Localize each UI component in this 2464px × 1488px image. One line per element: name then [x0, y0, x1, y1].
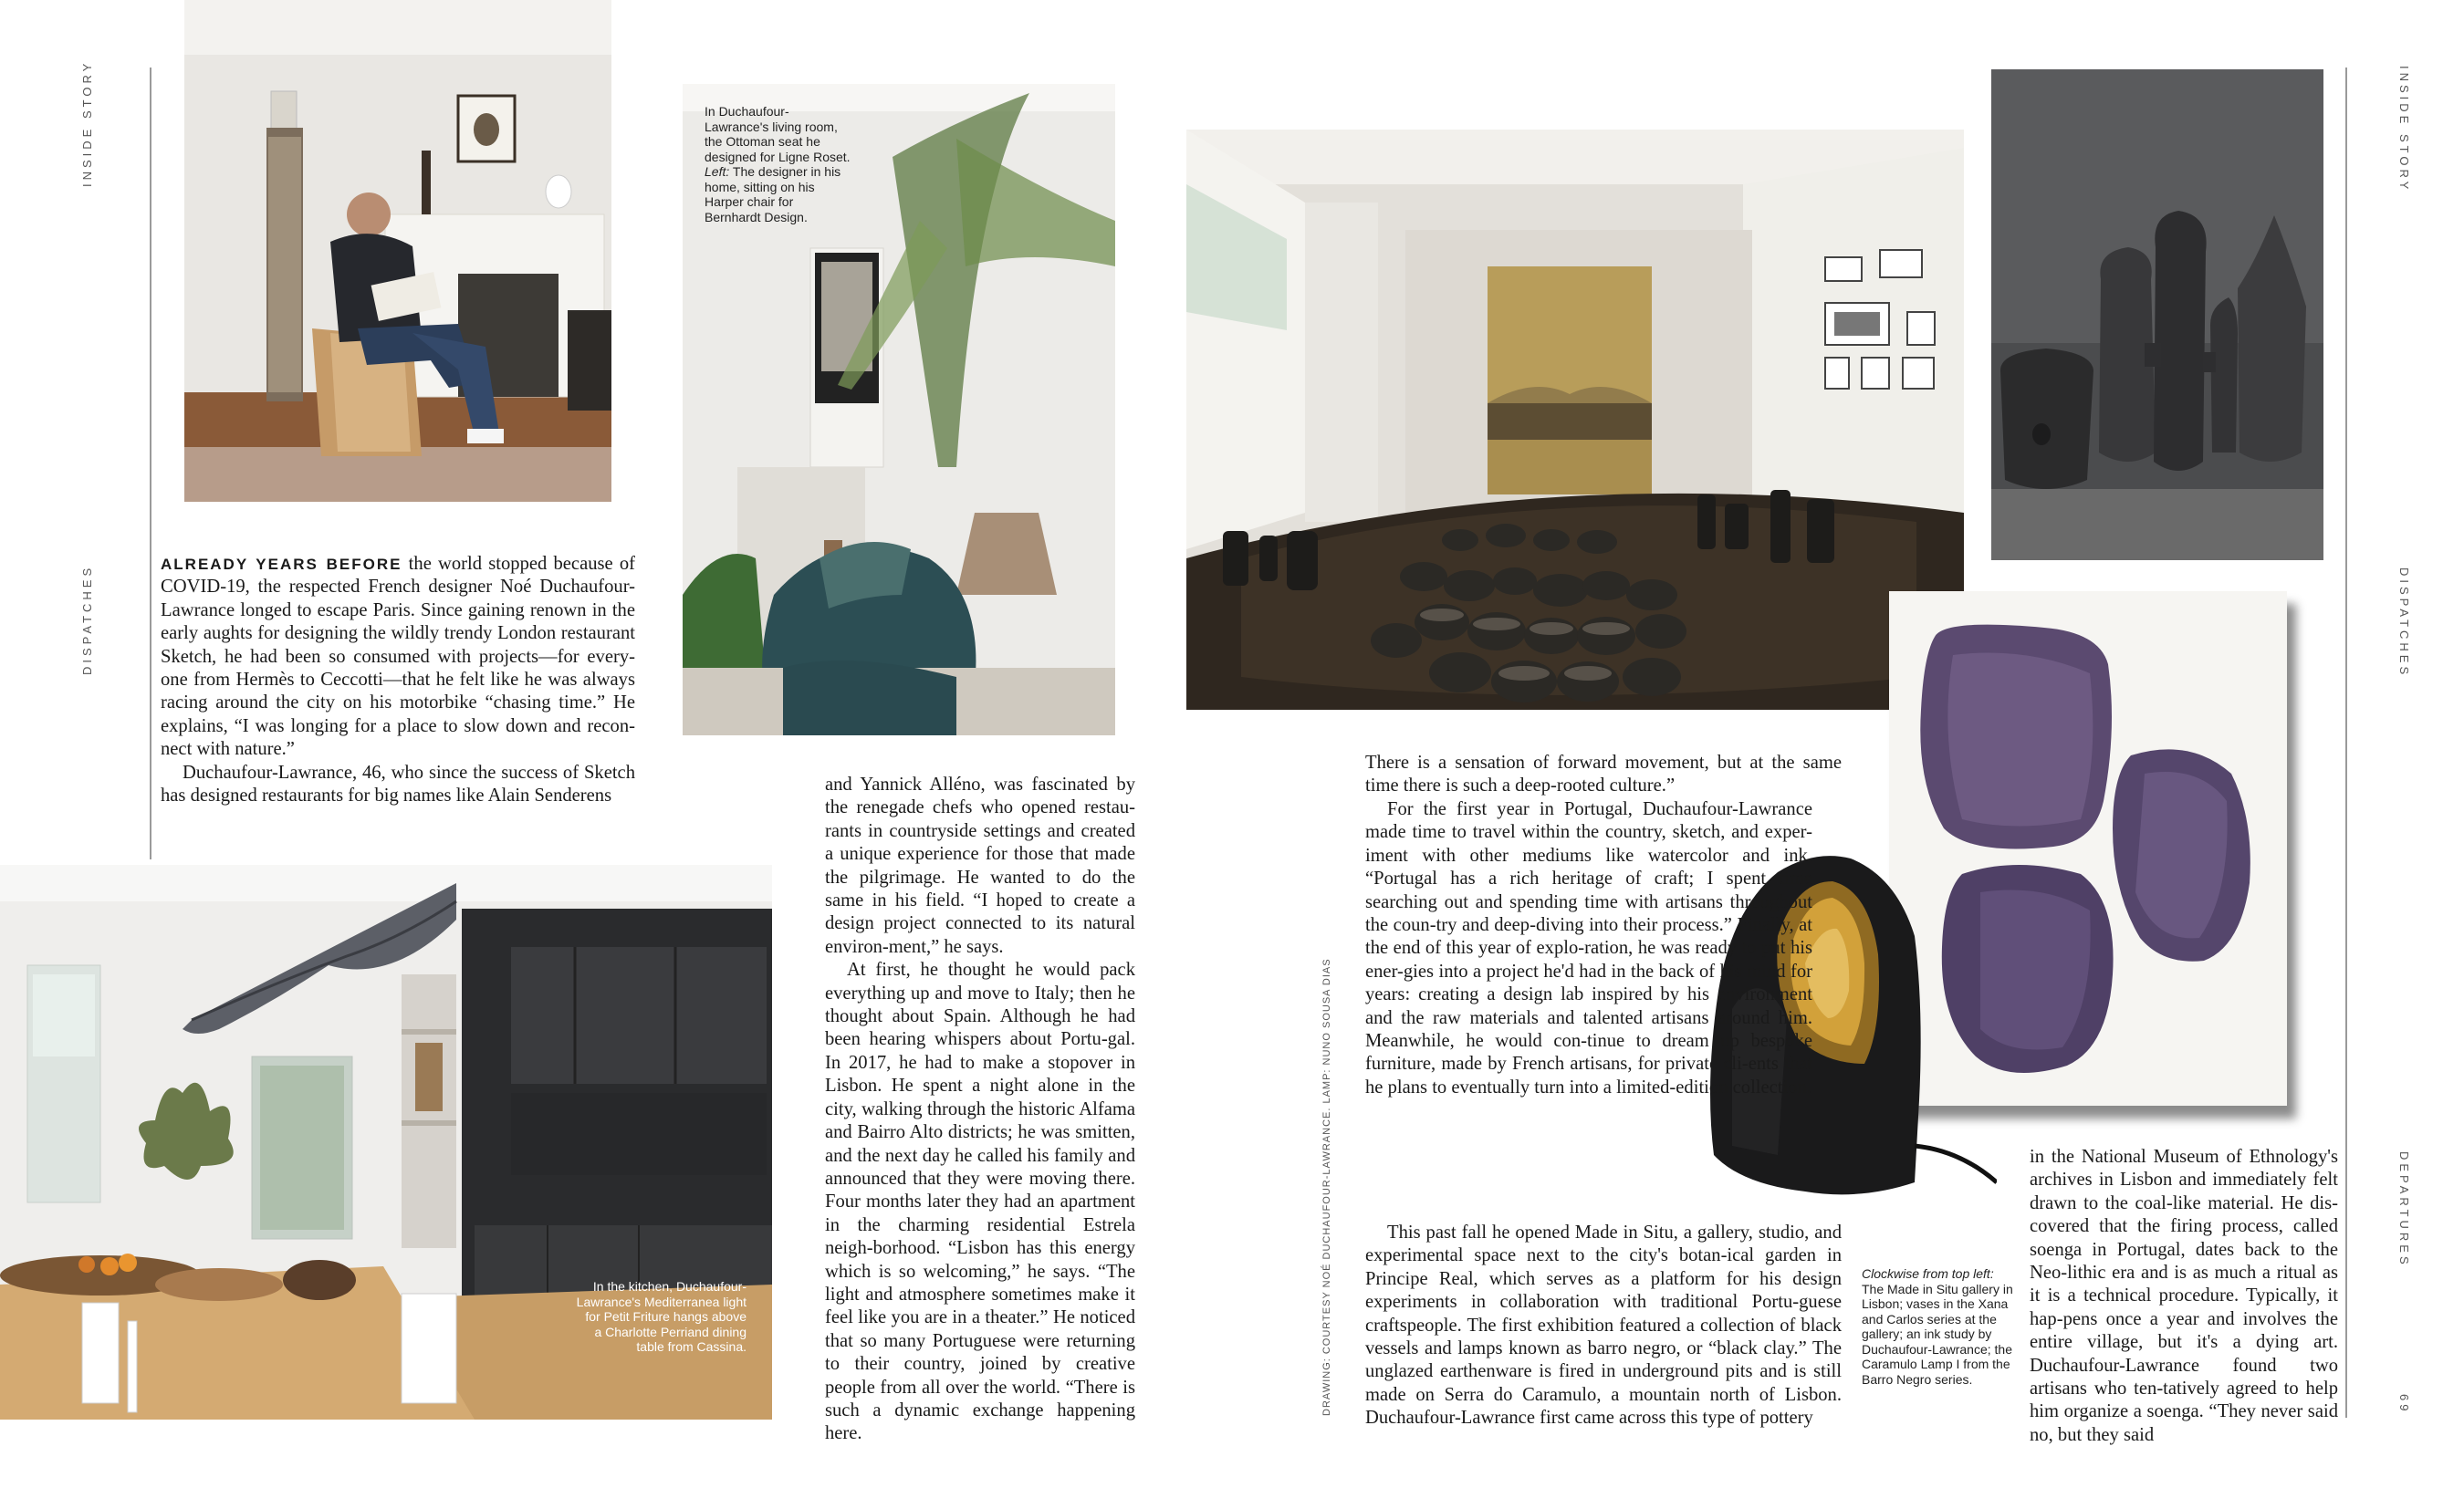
running-head-right: INSIDE STORY: [2397, 66, 2411, 193]
caption-clockwise-text: The Made in Situ gallery in Lisbon; vases in the Xana and Carlos series at the gallery; an ink study by Duchaufour-Lawrance; the Caramulo Lamp I from the Barro Negro series.: [1862, 1281, 2013, 1387]
running-head-right-sub2: DEPARTURES: [2397, 1151, 2411, 1268]
article-col1-para-2: Duchaufour-Lawrance, 46, who since the success of Sketch has designed restaurants for big names like Alain Senderens: [161, 762, 635, 806]
article-col1-para-1-text: the world stopped because of COVID-19, the respected French designer Noé Duchaufour-Lawrance longed to escape Paris. Since gaining renown in the early aughts for designing the wildly trendy London restaurant Sketch, he had been so consumed with projects—for every-one from Hermès to Ceccotti—that he felt like he was always racing around the city on his motorbike “chasing time.” He explains, “I was longing for a place to slow down and recon-nect with nature.”: [161, 554, 635, 760]
running-head-left: INSIDE STORY: [80, 59, 94, 187]
article-col4-para-1: in the National Museum of Ethnology's archives in Lisbon and immediately felt drawn to the coal-like material. He dis-covered that the firing process, called soenga in Portugal, dates back to the Neo-lithic era and is as much a ritual as it is a technical procedure. Typically, it hap-pens once a year and involves the entire village, but it's a dying art. Duchaufour-Lawrance found two artisans who ten-tatively agreed to help him organize a soenga. “They never said no, but they said: [2030, 1147, 2338, 1445]
photo-made-in-situ-gallery: [1186, 130, 1964, 710]
article-col1-para-1: [161, 553, 635, 762]
article-column-4: [2030, 1146, 2338, 1447]
article-column-3a: [1365, 752, 1842, 798]
left-margin-rule: [150, 68, 151, 859]
photo-credit: DRAWING: COURTESY NOÉ DUCHAUFOUR-LAWRANCE. LAMP: NUNO SOUSA DIAS: [1321, 958, 1332, 1416]
article-col2-para-2: At first, he thought he would pack everything up and move to Italy; then he thought about Spain. Although he had been hearing whispers about Portu-gal. In 2017, he had to make a stopover in Lisbon. He spent a night alone in the city, walking through the historic Alfama and Bairro Alto districts; he was smitten, and the next day he called his family and announced that they were moving there. Four months later they had an apartment in the charming residential Estrela neigh-borhood. “Lisbon has this energy which is so welcoming,” he says. “The light and atmosphere sometimes make it feel like you are in a theater.” He noticed that so many Portuguese were returning to their country, joined by creative people from all over the world. “There is such a dynamic exchange happening here.: [825, 960, 1135, 1444]
caption-living-room-text-2: The designer in his home, sitting on his Harper chair for Bernhardt Design.: [705, 164, 841, 224]
article-col2-para-1: and Yannick Alléno, was fascinated by the renegade chefs who opened restau-rants in countryside settings and created a unique experience for those that made the pilgrimage. He wanted to do the same in his field. “I hoped to create a design project connected to its natural environ-ment,” he says.: [825, 775, 1135, 957]
article-column-3b: [1365, 798, 1812, 1099]
article-col3-para-1: For the first year in Portugal, Duchaufour-Lawrance made time to travel within the country, sketch, and exper-iment with other mediums like watercolor and ink. “Portugal has a rich heritage of craft; I spent time searching out and spending time with artisans throughout the coun-try and deep-diving into their process.” Finally, at the end of this year of explo-ration, he was ready to put his ener-gies into a project he'd had in the back of his mind for years: creating a design lab inspired by his environment and the raw materials and talented artisans around him. Meanwhile, he would con-tinue to dream up bespoke furniture, made by French artisans, for private cli-ents that he plans to eventually turn into a limited-edition collection.: [1365, 799, 1812, 1098]
running-head-left-sub: DISPATCHES: [80, 564, 94, 675]
caption-kitchen-text: In the kitchen, Duchaufour-Lawrance's Mediterranea light for Petit Friture hangs above a Charlotte Perriand dining table from Cassina.: [576, 1279, 747, 1354]
article-column-2: [825, 774, 1135, 1446]
page-number: 69: [2397, 1394, 2411, 1415]
caption-kitchen: [575, 1279, 747, 1355]
lead-in: ALREADY YEARS BEFORE: [161, 556, 402, 573]
right-margin-rule: [2345, 68, 2347, 1418]
caption-clockwise-lead: Clockwise from top left:: [1862, 1266, 1994, 1281]
photo-xana-carlos-vases: [1991, 69, 2323, 560]
running-head-right-sub: DISPATCHES: [2397, 567, 2411, 679]
article-col3-para-0: There is a sensation of forward movement, but at the same time there is such a deep-rooted culture.”: [1365, 753, 1842, 796]
article-column-1: [161, 553, 635, 807]
caption-clockwise: [1862, 1266, 2017, 1387]
article-col3-para-2: This past fall he opened Made in Situ, a gallery, studio, and experimental space next to the city's botan-ical garden in Principe Real, which serves as a platform for his design experiments in collaboration with traditional Portu-guese craftspeople. The first exhibition featured a collection of black vessels and lamps known as barro negro, or “black clay.” The unglazed earthenware is fired in underground pits and is still made on Serra do Caramulo, a mountain north of Lisbon. Duchaufour-Lawrance first came across this type of pottery: [1365, 1223, 1842, 1429]
caption-living-room-lead: Left:: [705, 164, 730, 179]
photo-designer-in-chair: [184, 0, 611, 502]
article-column-3c: [1365, 1222, 1842, 1431]
caption-living-room: [705, 104, 851, 224]
caption-living-room-text: In Duchaufour-Lawrance's living room, the Ottoman seat he designed for Ligne Roset.: [705, 104, 851, 164]
